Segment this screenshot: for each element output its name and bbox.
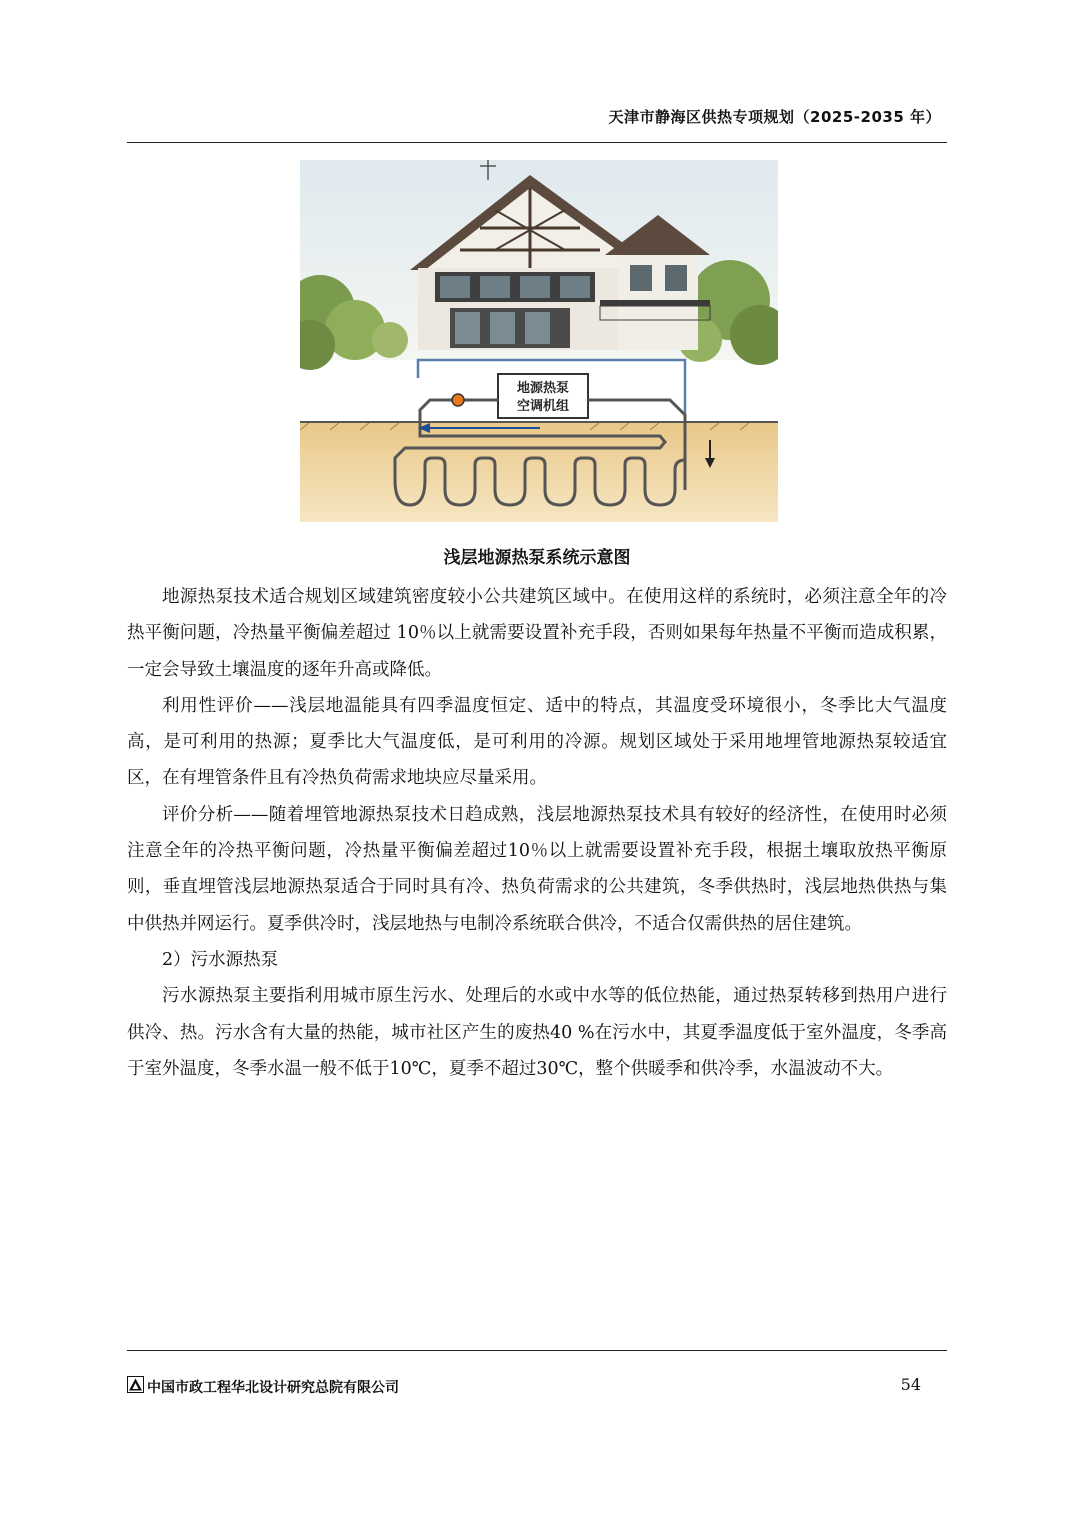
page-footer — [127, 1350, 947, 1401]
company-logo-icon — [127, 1376, 144, 1393]
figure-caption: 浅层地源热泵系统示意图 — [443, 548, 631, 568]
body-text — [127, 579, 947, 1087]
circulation-pump-icon — [452, 394, 464, 406]
paragraph: 利用性评价——浅层地温能具有四季温度恒定、适中的特点，其温度受环境很小，冬季比大气温度高，是可利用的热源；夏季比大气温度低，是可利用的冷源。规划区域处于采用地埋管地源热泵较适宜区，在有埋管条件且有冷热负荷需求地块应尽量采用。 — [127, 695, 947, 789]
ground-source-heat-pump-figure — [300, 160, 778, 522]
paragraph: 地源热泵技术适合规划区域建筑密度较小公共建筑区域中。在使用这样的系统时，必须注意全年的冷热平衡问题，冷热量平衡偏差超过 10％以上就需要设置补充手段，否则如果每年热量不平衡而造成积累，一定会导致土壤温度的逐年升高或降低。 — [127, 587, 947, 680]
header-title: 天津市静海区供热专项规划（2025-2035 年） — [608, 108, 941, 126]
paragraph: 污水源热泵主要指利用城市原生污水、处理后的水或中水等的低位热能，通过热泵转移到热用户进行供冷、热。污水含有大量的热能，城市社区产生的废热40 %在污水中，其夏季温度低于室外温度，冬季高于室外温度，冬季水温一般不低于10℃，夏季不超过30℃，整个供暖季和供冷季，水温波动不大。 — [127, 986, 947, 1079]
paragraph: 评价分析——随着埋管地源热泵技术日趋成熟，浅层地源热泵技术具有较好的经济性，在使用时必须注意全年的冷热平衡问题，冷热量平衡偏差超过10％以上就需要设置补充手段，根据土壤取放热平衡原则，垂直埋管浅层地源热泵适合于同时具有冷、热负荷需求的公共建筑，冬季供热时，浅层地热供热与集中供热并网运行。夏季供冷时，浅层地热与电制冷系统联合供冷，不适合仅需供热的居住建筑。 — [127, 804, 947, 934]
page-header — [127, 102, 947, 143]
unit-label-line1: 地源热泵 — [516, 381, 570, 396]
unit-label-line2: 空调机组 — [516, 399, 570, 414]
footer-organization: 中国市政工程华北设计研究总院有限公司 — [147, 1380, 399, 1396]
heat-pump-diagram — [300, 160, 778, 522]
page-number: 54 — [900, 1375, 921, 1394]
section-subheading: 2）污水源热泵 — [162, 949, 279, 970]
